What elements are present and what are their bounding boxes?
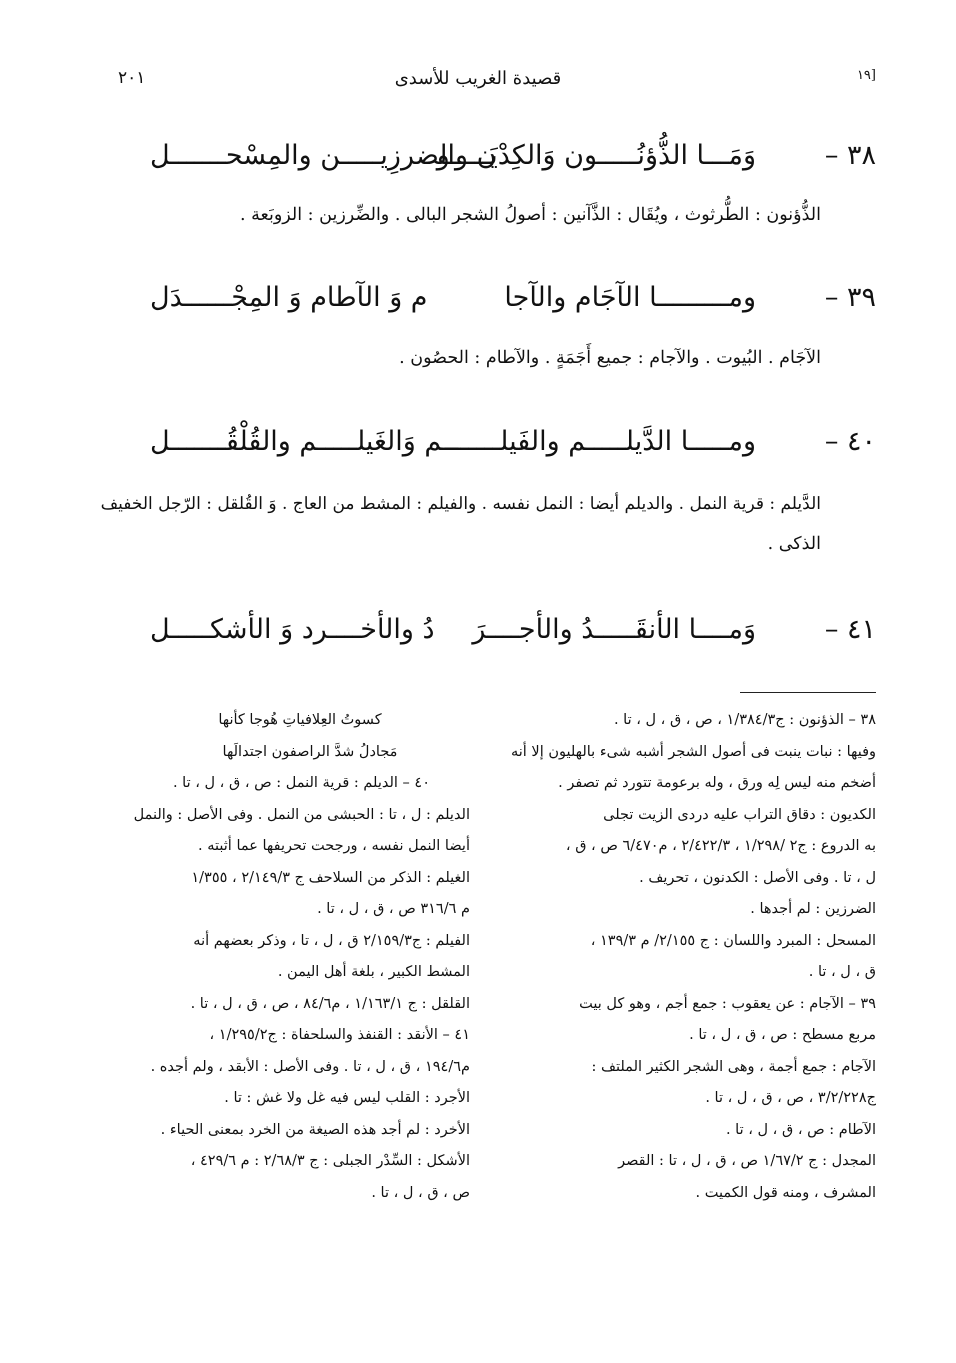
verse-number: ٣٨ – xyxy=(824,140,876,171)
footnote-line: المجدل : ج ١/٦٧/٢ ص ، ق ، ل ، تا : القصر xyxy=(618,1153,876,1169)
verse-hemistich-second: م وَ الآطام وَ المِجْــــــدَل xyxy=(150,282,428,313)
footnote-line: ج٣/٢/٢٢٨ ، ص ، ق ، ل ، تا . xyxy=(705,1090,876,1106)
running-header xyxy=(100,68,876,98)
footnote-line: الديلم : ل ، تا : الحبشى من النمل . وفى الأصل : والنمل xyxy=(133,806,470,823)
commentary-line: الذكى . xyxy=(767,534,821,554)
verse-commentary xyxy=(95,338,821,378)
footnote-line: ل ، تا . وفى الأصل : الكدنون ، تحريف . xyxy=(639,869,876,886)
footnote-line: المسحل : المبرد واللسان : ج ٢/١٥٥/ م ١٣٩/٣ ، xyxy=(590,932,876,949)
footnote-line: الآجام : جمع أجمة ، وهى الشجر الكثير الملتف : xyxy=(591,1058,876,1075)
footnote-line: المشط الكبير ، بلغة أهل اليمن . xyxy=(277,964,470,980)
footnote-line: أيضا النمل نفسه ، ورجحت تحريفها عما أثبته . xyxy=(198,838,470,854)
footnote-line: وفيها : نبات ينبت فى أصول الشجر أشبه شىء بالهليون إلا أنه xyxy=(510,743,876,760)
verse-38 xyxy=(150,134,876,178)
verse-number: ٤٠ – xyxy=(824,426,876,457)
footnote-line: ٤٠ – الديلم : قرية النمل : ص ، ق ، ل ، تا . xyxy=(172,775,430,791)
verse-41 xyxy=(150,608,876,652)
verse-hemistich-second: دُ والأخــــرد وَ الأشكـــــل xyxy=(150,614,435,645)
footnotes-left-column xyxy=(90,705,470,1209)
verse-hemistich-first: وَمَـــا الذُّؤنُـــــون وَالكِدْيَـــــو xyxy=(436,140,756,171)
footnote-line: الآطام : ص ، ق ، ل ، تا . xyxy=(725,1121,876,1138)
footnote-line: الأشكل : السِّدْر الجبلى : ج ٢/٦٨/٣ : م ٤٢٩/٦ ، xyxy=(190,1153,470,1169)
footnote-line: ٤١ – الأنقد : القنفذ والسلحفاة : ج١/٢٩٥/٢ ، xyxy=(209,1027,470,1043)
footnote-separator xyxy=(740,692,876,693)
footnote-line: الغيلم : الذكر من السلاحف ج ٢/١٤٩/٣ ، ١/٣٥٥ xyxy=(191,869,470,886)
footnote-line: القلقل : ج ١/١٦٣/١ ، م٨٤/٦ ، ص ، ق ، ل ، تا . xyxy=(190,995,470,1012)
verse-hemistich-second: ــم وَالغَيلـــــم والقُلْقُـــــــل xyxy=(150,426,459,457)
commentary-line: الآجَام . البُيوت . والآجام : جميع أَجَمَةٍ . والآطام : الحصُون . xyxy=(399,348,821,368)
footnote-line: ٣٨ – الذؤنون : ج١/٣٨٤/٣ ، ص ، ق ، ل ، تا . xyxy=(613,712,876,728)
page-number: ٢٠١ xyxy=(118,68,146,88)
footnote-line: ص ، ق ، ل ، تا . xyxy=(371,1184,470,1201)
verse-hemistich-first: ومـــــــــا الآجَام والآجا xyxy=(504,282,756,313)
verse-number: ٣٩ – xyxy=(824,282,876,313)
commentary-line: الذُّؤنون : الطُّرثوث ، ويُقَال : الذَّآنين : أصولُ الشجر البالى . والضِّرزين : الزوبَعة . xyxy=(240,205,821,225)
verse-hemistich-first: وَمــــا الأنقَـــــدُ والأجــــرَ xyxy=(472,614,756,645)
footnote-line: م١٩٤/٦ ، ق ، ل ، تا . وفى الأصل : الأبقد ، ولم أجده . xyxy=(150,1058,470,1075)
footnote-line: الفيلم : ج٢/١٥٩/٣ ق ، ل ، تا ، وذكر بعضهم أنه xyxy=(193,932,470,949)
quoted-verse-line: مَجادلُ شدَّ الراصفون اجتدالَها xyxy=(222,743,398,760)
verse-commentary xyxy=(95,484,821,564)
footnotes-right-column xyxy=(498,705,876,1209)
verse-hemistich-first: ومـــــا الدَّيلـــــم والفَيلـــــــ xyxy=(444,426,756,457)
footnote-line: ق ، ل ، تا . xyxy=(808,964,876,980)
footnote-line: الأجرد : القلب ليس فيه غل ولا غش : تا . xyxy=(224,1090,470,1106)
footnote-line: م ٣١٦/٦ ص ، ق ، ل ، تا . xyxy=(317,901,470,917)
verse-hemistich-second: ن والضرزِيـــــن والمِسْحـــــــل xyxy=(150,140,497,171)
footnote-line: الكديون : دقاق التراب عليه دردى الزيت تجلى xyxy=(603,806,876,823)
verse-number: ٤١ – xyxy=(824,614,876,645)
footnote-line: الأخرد : لم أجد هذه الصيغة من الخرد بمعنى الحياء . xyxy=(160,1121,470,1138)
footnote-line: ٣٩ – الآجام : عن يعقوب : جمع أجم ، وهو كل بيت xyxy=(579,995,876,1012)
commentary-line: الدَّيلم : قرية النمل . والديلم أيضا : النمل نفسه . والفيلم : المشط من العاج . وَ القُلقل : الرّجل الخفيف xyxy=(100,494,821,514)
section-mark: [١٩ xyxy=(856,68,876,83)
footnote-line: مربع مسطح : ص ، ق ، ل ، تا . xyxy=(689,1027,876,1043)
running-title: قصيدة الغريب للأسدى xyxy=(394,68,562,89)
verse-commentary xyxy=(95,195,821,235)
footnote-line: المشرف ، ومنه قول الكميت . xyxy=(695,1184,876,1201)
footnote-line: الضرزين : لم أجدها . xyxy=(750,901,876,917)
footnote-line: أضخم منه ليس لِه ورق ، وله برعومة تتورد ثم تصفر . xyxy=(558,775,876,791)
verse-40 xyxy=(150,420,876,464)
quoted-verse-line: كسوتُ العِلافياتِ هُوجا كأنها xyxy=(218,712,382,728)
verse-39 xyxy=(150,276,876,320)
footnote-line: به الدروع : ج٢ /١/٢٩٨ ، ٢/٤٢٢/٣ ، م٦/٤٧٠ ص ، ق ، xyxy=(565,838,876,854)
